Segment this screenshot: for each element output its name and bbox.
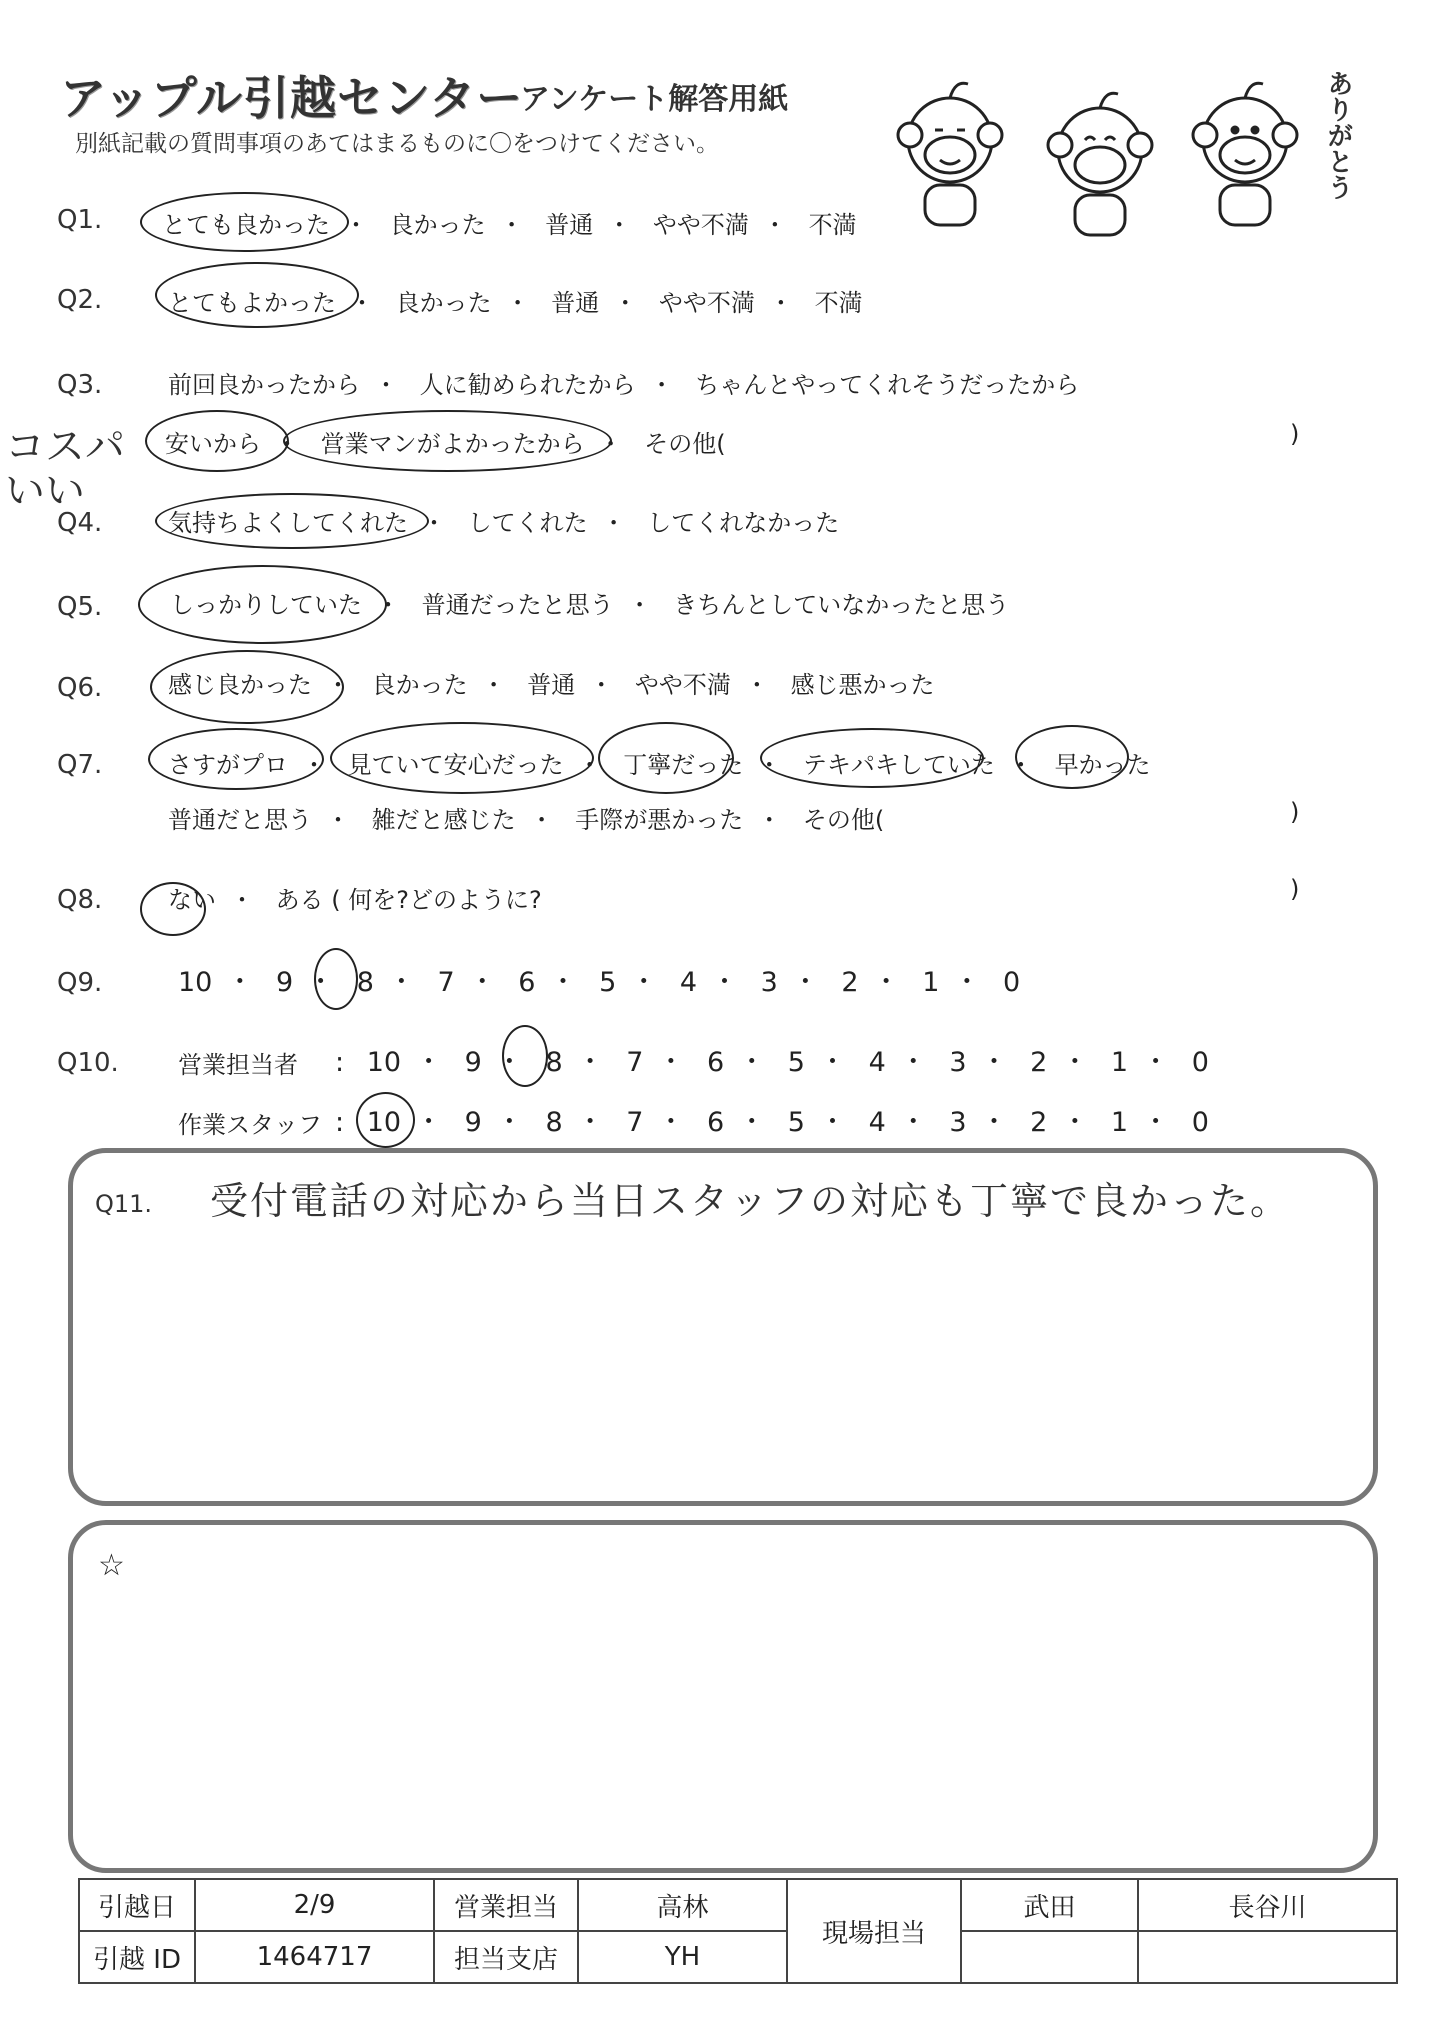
q2-option[interactable]: 良かった: [395, 289, 492, 317]
q6-option[interactable]: やや不満: [634, 671, 731, 699]
score-option[interactable]: 5: [787, 1047, 805, 1078]
q2-option[interactable]: 不満: [814, 289, 863, 317]
score-option[interactable]: 0: [1191, 1047, 1209, 1078]
q4-label: Q4.: [57, 508, 103, 538]
q11-answer: 受付電話の対応から当日スタッフの対応も丁寧で良かった。: [210, 1179, 1291, 1223]
q5-option[interactable]: しっかりしていた: [170, 591, 362, 619]
score-option[interactable]: 5: [599, 967, 617, 998]
q2-label: Q2.: [57, 285, 103, 315]
score-option[interactable]: 4: [868, 1047, 886, 1078]
selection-circle: [148, 728, 324, 790]
q6-option[interactable]: 感じ良かった: [168, 671, 312, 699]
q5-label: Q5.: [57, 592, 103, 622]
selection-circle: [330, 722, 594, 794]
handwritten-note: コスパ いい: [5, 424, 125, 514]
q8-label: Q8.: [57, 885, 103, 915]
q8-option-detail[interactable]: ( 何を?どのように?: [331, 886, 542, 914]
monkey-face-icon: [1193, 83, 1297, 225]
q10-staff-label: 作業スタッフ: [178, 1111, 322, 1139]
q10-sales-label: 営業担当者: [178, 1051, 298, 1079]
score-option[interactable]: 7: [626, 1047, 644, 1078]
selection-circle: [140, 192, 349, 252]
score-option[interactable]: 3: [760, 967, 778, 998]
q2-options: とてもよかった ・ 良かった ・ 普通 ・ やや不満 ・ 不満: [168, 283, 863, 318]
q4-option[interactable]: してくれた: [467, 509, 588, 537]
q7-option[interactable]: 早かった: [1054, 751, 1151, 779]
selection-circle: [283, 410, 612, 472]
q8-option[interactable]: ある: [275, 886, 324, 914]
q5-options: しっかりしていた ・ 普通だったと思う ・ きちんとしていなかったと思う: [170, 585, 1009, 620]
score-option[interactable]: 6: [518, 967, 536, 998]
q1-options: とても良かった ・ 良かった ・ 普通 ・ やや不満 ・ 不満: [162, 205, 857, 240]
q4-option[interactable]: してくれなかった: [647, 509, 840, 537]
q10-staff-scale: : 10 ・ 9 ・ 8 ・ 7 ・ 6 ・ 5 ・ 4 ・ 3 ・ 2 ・ 1 ・ 0: [335, 1107, 1209, 1138]
q2-option[interactable]: やや不満: [658, 289, 755, 317]
q7-option[interactable]: さすがプロ: [168, 751, 288, 779]
q1-label: Q1.: [57, 205, 103, 235]
score-option[interactable]: 8: [356, 967, 374, 998]
q1-option[interactable]: やや不満: [652, 211, 749, 239]
q6-option[interactable]: 普通: [527, 671, 576, 699]
q8-options: ない ・ ある ( 何を?どのように?: [168, 880, 542, 915]
move-date-label: 引越日: [79, 1879, 195, 1931]
score-option[interactable]: 2: [1030, 1047, 1048, 1078]
selection-circle: [150, 650, 344, 724]
q1-option[interactable]: とても良かった: [162, 211, 330, 239]
move-id-value: 1464717: [195, 1931, 434, 1983]
q11-label: Q11.: [95, 1190, 153, 1218]
selection-circle: [140, 882, 206, 936]
q3-option[interactable]: 営業マンがよかったから: [320, 430, 585, 458]
q8-option[interactable]: ない: [168, 886, 216, 914]
score-option[interactable]: 10: [178, 967, 213, 998]
score-option[interactable]: 4: [679, 967, 698, 998]
selection-circle: [138, 565, 387, 644]
branch-value: YH: [578, 1931, 787, 1983]
q9-label: Q9.: [57, 968, 103, 998]
sales-label: 営業担当: [434, 1879, 578, 1931]
move-info-table: [78, 1878, 1398, 1984]
score-option[interactable]: 10: [366, 1107, 402, 1138]
q6-option[interactable]: 感じ悪かった: [790, 671, 935, 699]
selection-circle: [155, 262, 359, 328]
score-option[interactable]: 6: [707, 1047, 725, 1078]
score-option[interactable]: 10: [366, 1047, 402, 1078]
q8-close-paren: ): [1290, 875, 1300, 903]
score-option[interactable]: 5: [787, 1107, 805, 1138]
survey-subtitle: アンケート解答用紙: [520, 82, 789, 117]
site-label: 現場担当: [787, 1879, 961, 1983]
score-option[interactable]: 9: [464, 1107, 482, 1138]
q1-option[interactable]: 良かった: [389, 211, 486, 239]
score-option[interactable]: 3: [949, 1107, 967, 1138]
q7-close-paren: ): [1290, 798, 1300, 826]
instruction-text: 別紙記載の質問事項のあてはまるものに〇をつけてください。: [75, 131, 719, 157]
selection-circle: [1015, 725, 1129, 789]
selection-circle: [145, 410, 289, 472]
selection-circle: [598, 722, 734, 794]
site-staff-1: 武田: [961, 1879, 1138, 1931]
q4-option[interactable]: 気持ちよくしてくれた: [168, 509, 408, 537]
score-option[interactable]: 8: [545, 1107, 563, 1138]
selection-circle: [760, 728, 984, 788]
selection-circle: [502, 1025, 548, 1087]
star-icon: ☆: [98, 1548, 125, 1583]
selection-circle: [314, 948, 358, 1010]
score-option[interactable]: 3: [949, 1047, 967, 1078]
site-staff-2: 長谷川: [1138, 1879, 1397, 1931]
branch-label: 担当支店: [434, 1931, 578, 1983]
survey-title: アップル引越センター: [60, 71, 524, 125]
q3-option[interactable]: ちゃんとやってくれそうだったから: [695, 371, 1080, 399]
q3-option[interactable]: 前回良かったから: [168, 371, 360, 399]
q7-option[interactable]: 雑だと感じた: [371, 806, 516, 834]
q7-option[interactable]: テキパキしていた: [802, 751, 995, 779]
monkey-mascot-illustration: [890, 60, 1350, 240]
score-option[interactable]: 2: [1030, 1107, 1048, 1138]
thanks-text: ありがとう: [1323, 70, 1353, 200]
move-date-value: 2/9: [195, 1879, 434, 1931]
q7-label: Q7.: [57, 750, 103, 780]
q3-option[interactable]: その他(: [644, 430, 726, 458]
q7-option[interactable]: 見ていて安心だった: [347, 751, 564, 779]
q5-option[interactable]: 普通だったと思う: [421, 591, 614, 619]
score-option[interactable]: 1: [1110, 1107, 1129, 1138]
q3-option[interactable]: 安いから: [165, 430, 261, 458]
q3-label: Q3.: [57, 370, 103, 400]
selection-circle: [356, 1092, 415, 1148]
sales-value: 高林: [578, 1879, 787, 1931]
score-option[interactable]: 1: [1110, 1047, 1129, 1078]
q5-option[interactable]: きちんとしていなかったと思う: [673, 591, 1010, 619]
score-option[interactable]: 4: [868, 1107, 886, 1138]
score-option[interactable]: 1: [922, 967, 940, 998]
q6-label: Q6.: [57, 673, 103, 703]
selection-circle: [155, 493, 429, 549]
score-option[interactable]: 9: [275, 967, 294, 998]
score-option[interactable]: 2: [841, 967, 859, 998]
q2-option[interactable]: とてもよかった: [168, 289, 336, 317]
score-option[interactable]: 7: [626, 1107, 644, 1138]
q6-options: 感じ良かった ・ 良かった ・ 普通 ・ やや不満 ・ 感じ悪かった: [168, 665, 935, 700]
q3-close-paren: ): [1290, 420, 1300, 448]
monkey-face-icon: [1048, 93, 1152, 235]
q1-option[interactable]: 普通: [545, 211, 594, 239]
q7-options-line1: さすがプロ ・ 見ていて安心だった ・ 丁寧だった ・ テキパキしていた ・ 早かった: [168, 745, 1151, 780]
score-option[interactable]: 0: [1002, 967, 1021, 998]
score-option[interactable]: 8: [545, 1047, 563, 1078]
q6-option[interactable]: 良かった: [371, 671, 468, 699]
q3-option[interactable]: 人に勧められたから: [419, 371, 636, 399]
q1-option[interactable]: 不満: [808, 211, 857, 239]
score-option[interactable]: 7: [437, 967, 455, 998]
q3-options-line2: 安いから ・ 営業マンがよかったから ・ その他(: [165, 424, 726, 459]
score-option[interactable]: 0: [1191, 1107, 1209, 1138]
site-staff-empty: [961, 1931, 1138, 1983]
free-comment-box[interactable]: [68, 1520, 1378, 1873]
site-staff-empty: [1138, 1931, 1397, 1983]
q7-option[interactable]: その他(: [802, 806, 885, 834]
score-option[interactable]: 6: [707, 1107, 725, 1138]
q7-option[interactable]: 手際が悪かった: [575, 806, 744, 834]
score-option[interactable]: 9: [464, 1047, 482, 1078]
colon: :: [335, 1047, 345, 1078]
q9-scale: 10 ・ 9 ・ 8 ・ 7 ・ 6 ・ 5 ・ 4 ・ 3 ・ 2 ・ 1 ・ 0: [178, 967, 1021, 998]
q4-options: 気持ちよくしてくれた ・ してくれた ・ してくれなかった: [168, 503, 839, 538]
q10-label: Q10.: [57, 1048, 119, 1078]
q2-option[interactable]: 普通: [551, 289, 600, 317]
colon: :: [335, 1107, 345, 1138]
monkey-face-icon: [898, 83, 1002, 225]
q10-sales-scale: : 10 ・ 9 ・ 8 ・ 7 ・ 6 ・ 5 ・ 4 ・ 3 ・ 2 ・ 1 ・ 0: [335, 1047, 1209, 1078]
q7-options-line2: 普通だと思う ・ 雑だと感じた ・ 手際が悪かった ・ その他(: [168, 800, 884, 835]
q7-option[interactable]: 丁寧だった: [623, 751, 744, 779]
move-id-label: 引越 ID: [79, 1931, 195, 1983]
q3-options-line1: 前回良かったから ・ 人に勧められたから ・ ちゃんとやってくれそうだったから: [168, 365, 1079, 400]
q7-option[interactable]: 普通だと思う: [168, 806, 312, 834]
